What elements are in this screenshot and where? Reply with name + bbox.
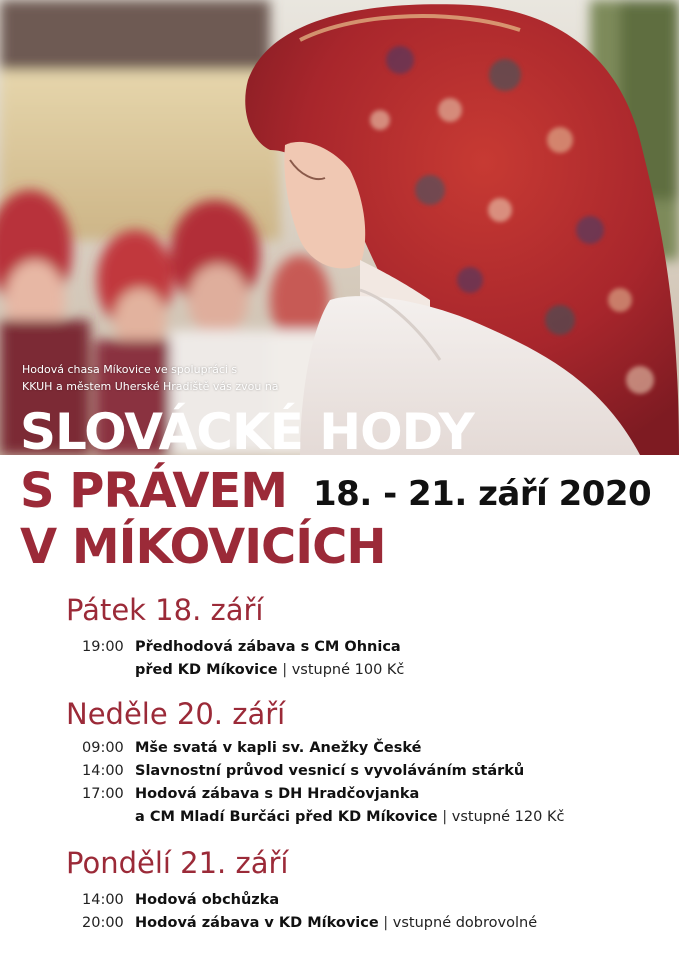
event-time: 09:00: [82, 740, 124, 756]
invitation-line-1: Hodová chasa Míkovice ve spolupráci s: [22, 363, 238, 376]
event-row: [0, 737, 679, 760]
event-row: [0, 912, 679, 935]
event-description: [135, 783, 419, 806]
event-row: [0, 889, 679, 912]
event-separator: |: [277, 662, 292, 678]
event-separator: |: [437, 809, 452, 825]
event-row: [0, 659, 679, 682]
event-description: [135, 636, 401, 659]
event-text: Slavnostní průvod vesnicí s vyvoláváním stárků: [135, 763, 525, 779]
event-text: Mše svatá v kapli sv. Anežky České: [135, 740, 422, 756]
day-heading-sunday: Neděle 20. září: [66, 697, 286, 731]
invitation-text: [22, 361, 382, 395]
event-row: [0, 636, 679, 659]
event-description: [135, 806, 564, 829]
day-events-sunday: [0, 737, 679, 829]
title-line-3: V MÍKOVICÍCH: [20, 519, 386, 575]
event-dates: 18. - 21. září 2020: [313, 474, 652, 514]
event-time: 17:00: [82, 786, 124, 802]
event-description: [135, 912, 537, 935]
event-fee: vstupné dobrovolné: [392, 915, 538, 931]
event-description: [135, 760, 524, 783]
event-row: [0, 806, 679, 829]
event-separator: |: [378, 915, 393, 931]
title-line-1: SLOVÁCKÉ HODY: [20, 403, 474, 461]
event-row: [0, 783, 679, 806]
event-time: 20:00: [82, 915, 124, 931]
day-heading-friday: Pátek 18. září: [66, 593, 264, 627]
event-fee: vstupné 120 Kč: [451, 809, 565, 825]
invitation-line-2: KKUH a městem Uherské Hradiště vás zvou na: [22, 380, 279, 393]
event-description: [135, 659, 404, 682]
event-text: a CM Mladí Burčáci před KD Míkovice: [135, 809, 438, 825]
event-text: Hodová zábava s DH Hradčovjanka: [135, 786, 420, 802]
event-fee: vstupné 100 Kč: [291, 662, 405, 678]
event-description: [135, 737, 421, 760]
event-text: Hodová obchůzka: [135, 892, 280, 908]
event-description: [135, 889, 279, 912]
event-time: 14:00: [82, 892, 124, 908]
event-row: [0, 760, 679, 783]
event-text: Hodová zábava v KD Míkovice: [135, 915, 379, 931]
title-line-2: S PRÁVEM: [20, 463, 288, 519]
day-heading-monday: Pondělí 21. září: [66, 846, 289, 880]
day-events-monday: [0, 889, 679, 935]
event-text: před KD Míkovice: [135, 662, 278, 678]
day-events-friday: [0, 636, 679, 682]
event-time: 14:00: [82, 763, 124, 779]
event-time: 19:00: [82, 639, 124, 655]
event-text: Předhodová zábava s CM Ohnica: [135, 639, 401, 655]
